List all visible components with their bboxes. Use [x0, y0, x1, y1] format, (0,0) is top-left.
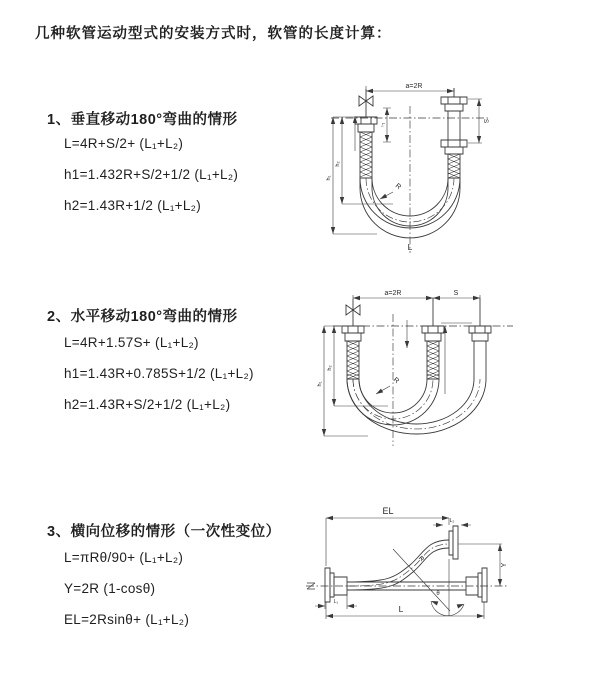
formula-s2-L: L=4R+1.57S+ (L₁+L₂): [64, 335, 199, 350]
formula-s2-h1: h1=1.43R+0.785S+1/2 (L₁+L₂): [64, 366, 254, 381]
d2-h2-label: h₂: [327, 365, 333, 371]
formula-s2-h2: h2=1.43R+S/2+1/2 (L₁+L₂): [64, 397, 231, 412]
d2-stroke-label: S: [453, 290, 459, 297]
d2-span-label: a=2R: [384, 290, 402, 297]
diagram-vertical-180: [313, 76, 588, 256]
d3-radius-label: R: [416, 554, 426, 564]
d3-l1-label: L₁: [333, 599, 339, 605]
d1-h2-label: h₂: [335, 161, 341, 167]
d1-stroke-label: S: [482, 118, 489, 124]
d3-length-label: L: [398, 604, 404, 614]
d2-h1-label: h₁: [317, 381, 323, 387]
d1-h1-label: h₁: [326, 175, 332, 181]
diagram-horizontal-180: [308, 286, 593, 456]
d1-length-label: L: [407, 242, 413, 252]
d3-el-label: EL: [382, 506, 394, 516]
formula-s1-L: L=4R+S/2+ (L₁+L₂): [64, 136, 184, 151]
d2-radius-label: R: [391, 376, 401, 386]
d3-theta-label: θ: [436, 591, 440, 597]
formula-s3-Y: Y=2R (1-cosθ): [64, 581, 156, 596]
d1-radius-label: R: [393, 182, 403, 192]
page-title: 几种软管运动型式的安装方式时，软管的长度计算：: [35, 26, 392, 42]
d1-end1-label: L₁: [381, 122, 386, 128]
section-1-heading: 1、垂直移动180°弯曲的情形: [47, 112, 238, 128]
formula-s1-h1: h1=1.432R+S/2+1/2 (L₁+L₂): [64, 167, 239, 182]
section-3-heading: 3、横向位移的情形（一次性变位）: [47, 524, 281, 540]
formula-s3-L: L=πRθ/90+ (L₁+L₂): [64, 550, 184, 565]
d3-l2-label: L₂: [449, 518, 455, 524]
section-2-heading: 2、水平移动180°弯曲的情形: [47, 309, 238, 325]
d1-span-label: a=2R: [405, 83, 423, 90]
formula-s1-h2: h2=1.43R+1/2 (L₁+L₂): [64, 198, 202, 213]
diagram-lateral-displacement: [298, 498, 598, 648]
formula-s3-EL: EL=2Rsinθ+ (L₁+L₂): [64, 612, 190, 627]
d3-y-label: Y: [501, 562, 508, 568]
